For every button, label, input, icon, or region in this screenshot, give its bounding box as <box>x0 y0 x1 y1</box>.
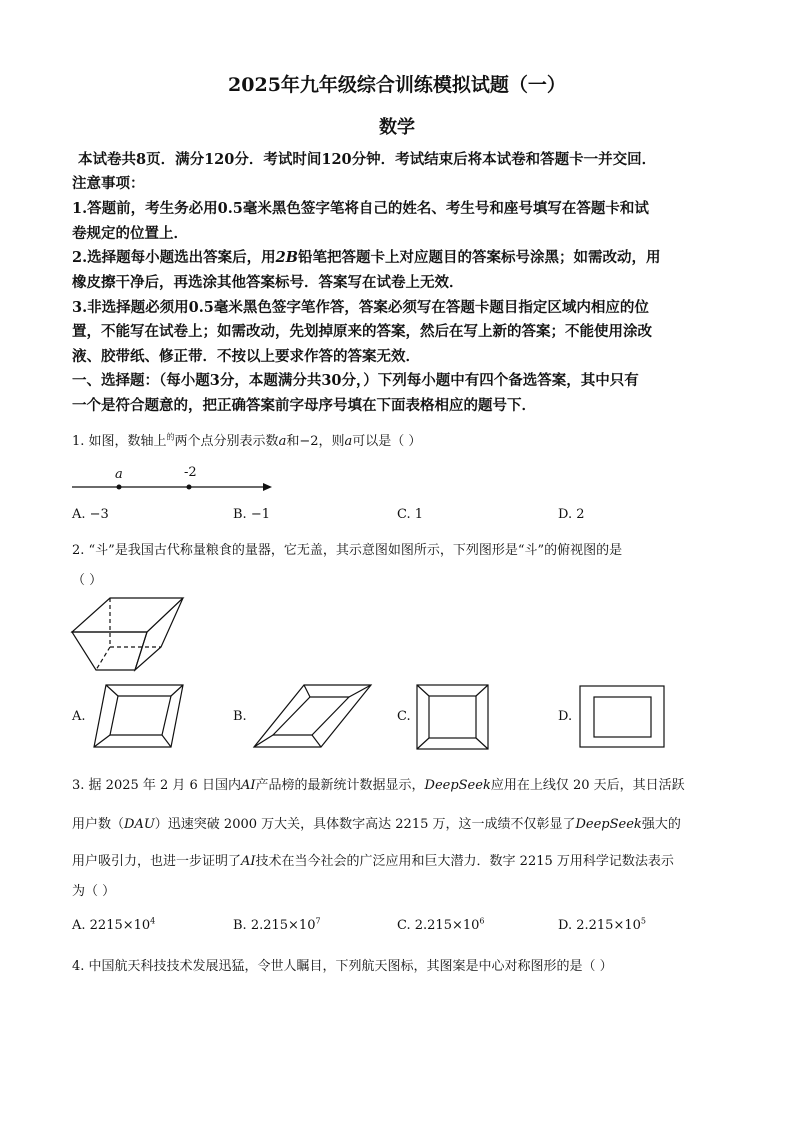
q3-l2-dau: DAU <box>124 817 155 832</box>
axis-label-neg2: -2 <box>184 465 197 480</box>
question-3-line-3 <box>72 850 674 869</box>
q3-l1-b: 产品榜的最新统计数据显示， <box>255 778 425 793</box>
q1-text-mark: 的 <box>166 432 175 442</box>
q3-opt-d-exp: 5 <box>640 916 646 926</box>
question-3-line-1 <box>72 774 685 793</box>
q3-l2-c: 强大的 <box>641 817 681 832</box>
q1-option-b: B. −1 <box>233 507 270 522</box>
q3-opt-b-base: B. 2.215×10 <box>233 918 316 933</box>
note-2-text-c: 铅笔把答题卡上对应题目的答案标号涂黑；如需改动，用 <box>298 249 661 266</box>
q1-option-a: A. −3 <box>72 507 109 522</box>
q2-option-d-figure <box>580 686 664 747</box>
note-3-line-1: 3.非选择题必须用0.5毫米黑色签字笔作答，答案必须写在答题卡题目指定区域内相应的位 <box>72 299 649 316</box>
q3-opt-a-base: A. 2215×10 <box>72 918 151 933</box>
exam-title: 2025年九年级综合训练模拟试题（一） <box>228 74 566 96</box>
q3-l1-a: 3. 据 2025 年 2 月 6 日国内 <box>72 778 241 793</box>
q3-l2-a: 用户数（ <box>72 817 125 832</box>
q3-option-c <box>397 918 485 933</box>
q3-l1-c: 应用在上线仅 20 天后，其日活跃 <box>490 778 685 793</box>
q3-option-d <box>558 918 646 933</box>
q1-text-a: 1. 如图，数轴上 <box>72 434 167 449</box>
q1-text-d: ，则 <box>318 434 345 449</box>
exam-intro: 本试卷共8页．满分120分．考试时间120分钟．考试结束后将本试卷和答题卡一并交回． <box>78 151 657 168</box>
notes-heading: 注意事项： <box>72 175 145 192</box>
q1-neg2: −2 <box>299 434 319 449</box>
note-2-pencil: 2B <box>275 249 298 266</box>
section-1-line-1: 一、选择题：（每小题3分，本题满分共30分，）下列每小题中有四个备选答案，其中只有 <box>72 372 639 389</box>
q1-option-c: C. 1 <box>397 507 424 522</box>
q3-option-a <box>72 918 155 933</box>
question-3-line-4: 为（ ） <box>72 884 116 899</box>
dou-vessel-figure <box>72 598 183 670</box>
q1-text-c: 和 <box>286 434 300 449</box>
q3-l1-deepseek: DeepSeek <box>424 778 491 793</box>
q2-option-b-figure <box>254 685 371 747</box>
q3-l3-ai: AI <box>241 854 256 869</box>
q2-option-a: A. <box>72 709 86 724</box>
note-3-line-2: 置，不能写在试卷上；如需改动，先划掉原来的答案，然后在写上新的答案；不能使用涂改 <box>72 323 652 340</box>
note-1-line-1: 1.答题前，考生务必用0.5毫米黑色签字笔将自己的姓名、考生号和座号填写在答题卡和试 <box>72 200 649 217</box>
q2-option-c-figure <box>417 685 488 749</box>
q1-var-a: a <box>278 434 287 449</box>
note-3-line-3: 液、胶带纸、修正带．不按以上要求作答的答案无效． <box>72 348 420 365</box>
q3-opt-c-exp: 6 <box>479 916 485 926</box>
q3-opt-c-base: C. 2.215×10 <box>397 918 480 933</box>
q2-option-d: D. <box>558 709 573 724</box>
q1-text-e: 可以是（ ） <box>352 434 422 449</box>
q3-l2-deepseek: DeepSeek <box>575 817 642 832</box>
q3-option-b <box>233 918 321 933</box>
note-2-line-2: 橡皮擦干净后，再选涂其他答案标号．答案写在试卷上无效． <box>72 274 464 291</box>
subject-title: 数学 <box>379 117 415 138</box>
question-2-line-1: 2. “斗”是我国古代称量粮食的量器，它无盖，其示意图如图所示，下列图形是“斗”的俯视图的是 <box>72 543 623 558</box>
q3-opt-d-base: D. 2.215×10 <box>558 918 641 933</box>
q1-text-b: 两个点分别表示数 <box>174 434 279 449</box>
note-1-line-2: 卷规定的位置上． <box>72 225 188 242</box>
question-4-stem: 4. 中国航天科技技术发展迅猛，令世人瞩目，下列航天图标，其图案是中心对称图形的是（ ） <box>72 959 613 974</box>
note-2-text-a: 2.选择题每小题选出答案后，用 <box>72 249 276 266</box>
q2-option-c: C. <box>397 709 411 724</box>
q3-l2-b: ）迅速突破 2000 万大关，具体数字高达 2215 万，这一成绩不仅彰显了 <box>154 817 576 832</box>
question-2-line-2: （ ） <box>72 573 103 588</box>
question-3-line-2 <box>72 813 681 832</box>
q1-option-d: D. 2 <box>558 507 585 522</box>
q2-option-a-figure <box>94 685 183 747</box>
section-1-line-2: 一个是符合题意的，把正确答案前字母序号填在下面表格相应的题号下． <box>72 397 536 414</box>
q3-opt-a-exp: 4 <box>150 916 156 926</box>
axis-label-a: a <box>115 467 123 482</box>
q1-var-a-2: a <box>344 434 353 449</box>
q3-l3-b: 技术在当今社会的广泛应用和巨大潜力．数字 2215 万用科学记数法表示 <box>255 854 674 869</box>
q3-l1-ai: AI <box>240 778 256 793</box>
q2-option-b: B. <box>233 709 247 724</box>
q3-l3-a: 用户吸引力，也进一步证明了 <box>72 854 242 869</box>
q3-opt-b-exp: 7 <box>315 916 321 926</box>
